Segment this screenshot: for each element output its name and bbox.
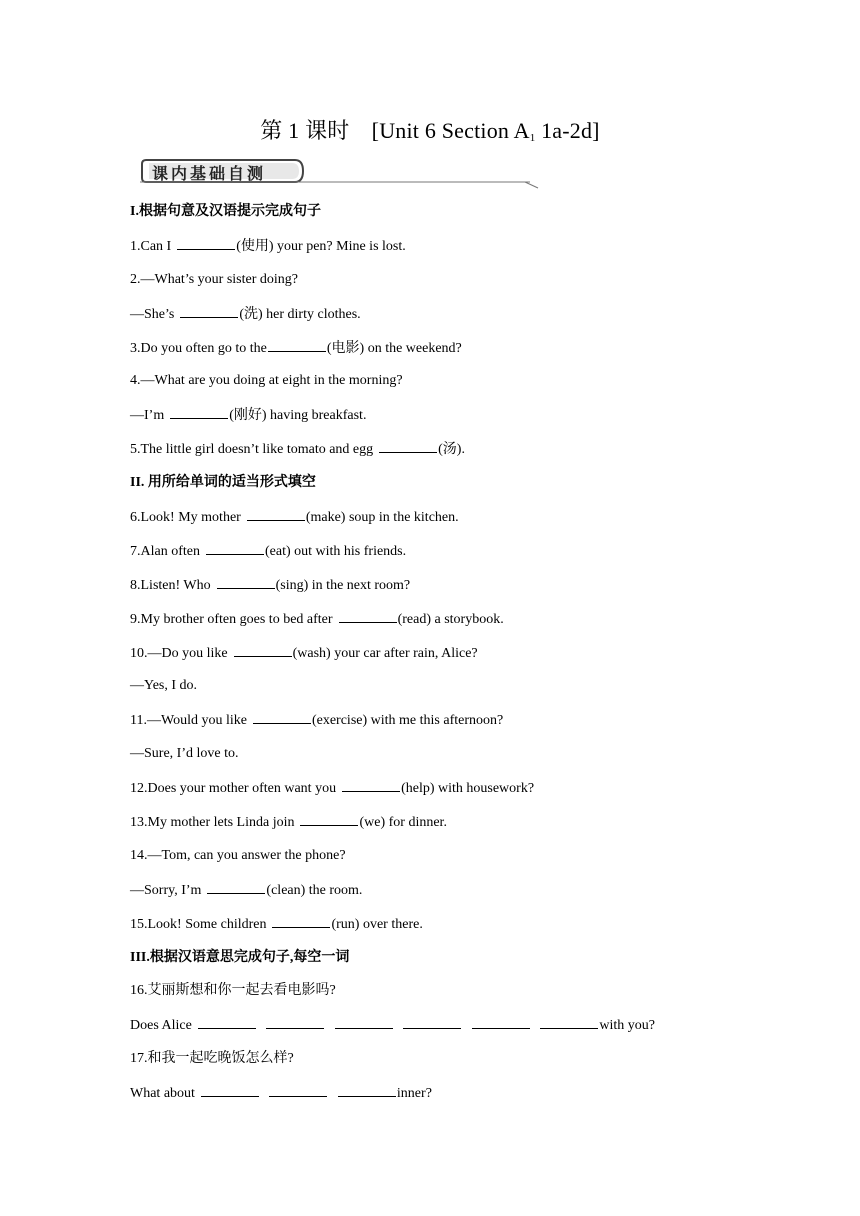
title-main: 第 1 课时 [Unit 6 Section A bbox=[260, 118, 530, 143]
answer-blank[interactable] bbox=[379, 439, 437, 453]
question-16-answer: Does Alice with you? bbox=[130, 1015, 730, 1035]
answer-blank[interactable] bbox=[170, 405, 228, 419]
page-title bbox=[0, 114, 860, 145]
answer-blank[interactable] bbox=[266, 1015, 324, 1029]
question-15: 15.Look! Some children (run) over there. bbox=[130, 914, 730, 934]
answer-blank[interactable] bbox=[339, 609, 397, 623]
question-8: 8.Listen! Who (sing) in the next room? bbox=[130, 575, 730, 595]
answer-blank[interactable] bbox=[403, 1015, 461, 1029]
question-4-answer: —I’m (刚好) having breakfast. bbox=[130, 405, 730, 425]
answer-blank[interactable] bbox=[338, 1083, 396, 1097]
answer-blank[interactable] bbox=[206, 541, 264, 555]
answer-blank[interactable] bbox=[180, 304, 238, 318]
banner-label: 课内基础自测 bbox=[152, 164, 267, 183]
question-2-prompt: 2.—What’s your sister doing? bbox=[130, 271, 298, 287]
question-3: 3.Do you often go to the (电影) on the weekend? bbox=[130, 338, 730, 358]
answer-blank[interactable] bbox=[472, 1015, 530, 1029]
exercise-content bbox=[130, 202, 730, 1117]
question-9: 9.My brother often goes to bed after (read) a storybook. bbox=[130, 609, 730, 629]
answer-blank[interactable] bbox=[201, 1083, 259, 1097]
answer-blank[interactable] bbox=[234, 643, 292, 657]
answer-blank[interactable] bbox=[335, 1015, 393, 1029]
question-7: 7.Alan often (eat) out with his friends. bbox=[130, 541, 730, 561]
answer-blank[interactable] bbox=[269, 1083, 327, 1097]
question-11-prompt: 11.—Would you like (exercise) with me this afternoon? bbox=[130, 710, 730, 730]
title-subscript: 1 bbox=[529, 132, 536, 144]
question-4-prompt: 4.—What are you doing at eight in the morning? bbox=[130, 373, 403, 389]
question-14-prompt: 14.—Tom, can you answer the phone? bbox=[130, 847, 346, 863]
question-12: 12.Does your mother often want you (help) with housework? bbox=[130, 778, 730, 798]
answer-blank[interactable] bbox=[268, 338, 326, 352]
question-13: 13.My mother lets Linda join (we) for dinner. bbox=[130, 812, 730, 832]
question-14-answer: —Sorry, I’m (clean) the room. bbox=[130, 880, 730, 900]
answer-blank[interactable] bbox=[217, 575, 275, 589]
answer-blank[interactable] bbox=[177, 236, 235, 250]
title-suffix: 1a-2d] bbox=[535, 118, 600, 143]
section-heading-2: II. 用所给单词的适当形式填空 bbox=[130, 475, 316, 491]
answer-blank[interactable] bbox=[342, 778, 400, 792]
question-10-prompt: 10.—Do you like (wash) your car after rain, Alice? bbox=[130, 643, 730, 663]
question-6: 6.Look! My mother (make) soup in the kitchen. bbox=[130, 507, 730, 527]
answer-blank[interactable] bbox=[198, 1015, 256, 1029]
answer-blank[interactable] bbox=[207, 880, 265, 894]
question-10-answer: —Yes, I do. bbox=[130, 678, 198, 694]
section-heading-3: III.根据汉语意思完成句子,每空一词 bbox=[130, 949, 350, 965]
answer-blank[interactable] bbox=[540, 1015, 598, 1029]
question-5: 5.The little girl doesn’t like tomato and egg (汤). bbox=[130, 439, 730, 459]
answer-blank[interactable] bbox=[247, 507, 305, 521]
answer-blank[interactable] bbox=[253, 710, 311, 724]
answer-blank[interactable] bbox=[272, 914, 330, 928]
section-heading-1: I.根据句意及汉语提示完成句子 bbox=[130, 204, 321, 219]
question-17-answer: What about inner? bbox=[130, 1083, 730, 1103]
answer-blank[interactable] bbox=[300, 812, 358, 826]
question-16-prompt: 16.艾丽斯想和你一起去看电影吗? bbox=[130, 983, 336, 999]
question-11-answer: —Sure, I’d love to. bbox=[130, 746, 239, 762]
section-banner bbox=[140, 157, 540, 191]
question-2-answer: —She’s (洗) her dirty clothes. bbox=[130, 304, 730, 324]
question-17-prompt: 17.和我一起吃晚饭怎么样? bbox=[130, 1051, 294, 1067]
question-1: 1.Can I (使用) your pen? Mine is lost. bbox=[130, 236, 730, 256]
